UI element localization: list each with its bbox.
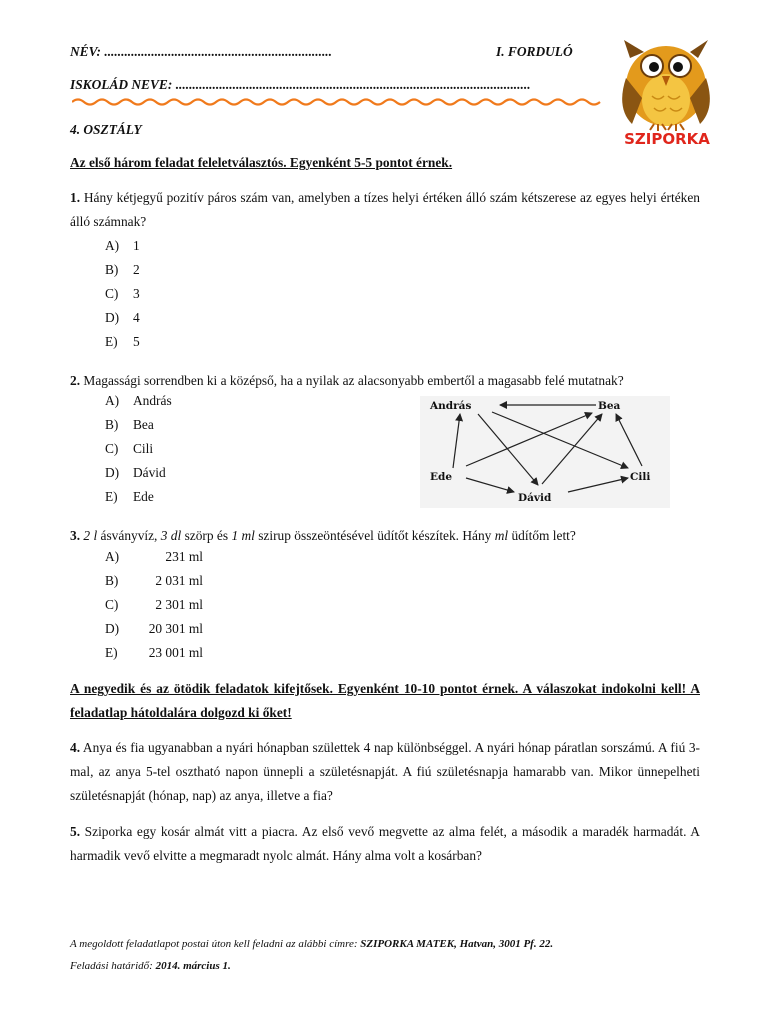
q3-option-d[interactable]: D) 20 301 ml bbox=[105, 621, 203, 636]
question-1-text: Hány kétjegyű pozitív páros szám van, amelyben a tízes helyi értéken álló szám kétszerese az egyes helyi értéken álló számnak? bbox=[70, 190, 700, 229]
school-line bbox=[70, 77, 531, 93]
question-4-number: 4. bbox=[70, 740, 81, 755]
q3-qty-syrup: 3 dl bbox=[160, 528, 182, 543]
question-2 bbox=[70, 369, 700, 393]
name-field[interactable]: .................................................................... bbox=[104, 44, 332, 59]
footer-deadline-date: 2014. március 1. bbox=[155, 960, 231, 972]
name-line bbox=[70, 44, 332, 60]
intro-multiple-choice: Az első három feladat feleletválasztós. Egyenként 5-5 pontot érnek. bbox=[70, 155, 453, 170]
intro-essay-questions: A negyedik és az ötödik feladatok kifejtősek. Egyenként 10-10 pontot érnek. A válaszokat indokolni kell! A feladatlap hátoldalára dolgozd ki őket! bbox=[70, 681, 700, 720]
question-2-text: Magassági sorrendben ki a középső, ha a nyilak az alacsonyabb embertől a magasabb felé mutatnak? bbox=[83, 373, 624, 388]
q3-option-e[interactable]: E) 23 001 ml bbox=[105, 645, 203, 660]
question-3: 3. 2 l ásványvíz, 3 dl szörp és 1 ml szirup összeöntésével üdítőt készítek. Hány ml üdítőm lett? bbox=[70, 528, 576, 543]
round-label: I. FORDULÓ bbox=[496, 44, 573, 59]
wavy-divider bbox=[72, 96, 602, 108]
question-5 bbox=[70, 820, 700, 868]
q1-option-c[interactable]: C) 3 bbox=[105, 286, 140, 301]
q2-option-a[interactable]: A) András bbox=[105, 393, 172, 408]
question-4-text: Anya és fia ugyanabban a nyári hónapban születtek 4 nap különbséggel. A nyári hónap páratlan sorszámú. A fiú 3-mal, az anya 5-tel osztható napon ünnepli a születésnapját. A fiú születésnapja hamarabb van. Mikor ünnepelheti születésnapját (hónap, nap) az anya, illetve a fia? bbox=[70, 740, 701, 803]
question-3-number: 3. bbox=[70, 528, 81, 543]
question-4 bbox=[70, 736, 700, 808]
question-2-number: 2. bbox=[70, 373, 81, 388]
q3-option-a[interactable]: A) 231 ml bbox=[105, 549, 203, 564]
q2-option-d[interactable]: D) Dávid bbox=[105, 465, 166, 480]
footer-deadline: Feladási határidő: 2014. március 1. bbox=[70, 960, 231, 972]
q1-option-b[interactable]: B) 2 bbox=[105, 262, 140, 277]
q2-option-e[interactable]: E) Ede bbox=[105, 489, 154, 504]
school-label: ISKOLÁD NEVE: bbox=[70, 77, 173, 92]
owl-logo-icon bbox=[612, 38, 722, 150]
diagram-label-david: Dávid bbox=[518, 492, 552, 504]
diagram-label-bea: Bea bbox=[598, 400, 621, 412]
q3-option-c[interactable]: C) 2 301 ml bbox=[105, 597, 203, 612]
name-label: NÉV: bbox=[70, 44, 101, 59]
question-1-number: 1. bbox=[70, 190, 81, 205]
question-1 bbox=[70, 186, 700, 234]
diagram-label-cili: Cili bbox=[630, 471, 651, 483]
school-field[interactable]: .......................................................................................................... bbox=[175, 77, 531, 92]
q1-option-a[interactable]: A) 1 bbox=[105, 238, 140, 253]
diagram-label-ede: Ede bbox=[430, 471, 453, 483]
q2-option-c[interactable]: C) Cili bbox=[105, 441, 154, 456]
q1-option-d[interactable]: D) 4 bbox=[105, 310, 140, 325]
question-5-number: 5. bbox=[70, 824, 81, 839]
grade-label: 4. OSZTÁLY bbox=[70, 122, 142, 137]
q3-qty-water: 2 l bbox=[83, 528, 98, 543]
question-5-text: Sziporka egy kosár almát vitt a piacra. Az első vevő megvette az alma felét, a második a maradék harmadát. A harmadik vevő elvitte a megmaradt nyolc almát. Hány alma volt a kosárban? bbox=[70, 824, 700, 863]
diagram-label-andras: András bbox=[430, 400, 472, 412]
footer-address-bold: SZIPORKA MATEK, Hatvan, 3001 Pf. 22. bbox=[360, 938, 554, 950]
footer-address: A megoldott feladatlapot postai úton kell feladni az alábbi címre: SZIPORKA MATEK, Hatvan, 3001 Pf. 22. bbox=[70, 938, 554, 950]
q3-qty-concentrate: 1 ml bbox=[231, 528, 255, 543]
q1-option-e[interactable]: E) 5 bbox=[105, 334, 140, 349]
q3-unit: ml bbox=[494, 528, 509, 543]
q3-option-b[interactable]: B) 2 031 ml bbox=[105, 573, 203, 588]
q2-option-b[interactable]: B) Bea bbox=[105, 417, 154, 432]
height-order-diagram bbox=[420, 396, 670, 508]
logo-text: SZIPORKA bbox=[624, 130, 710, 148]
